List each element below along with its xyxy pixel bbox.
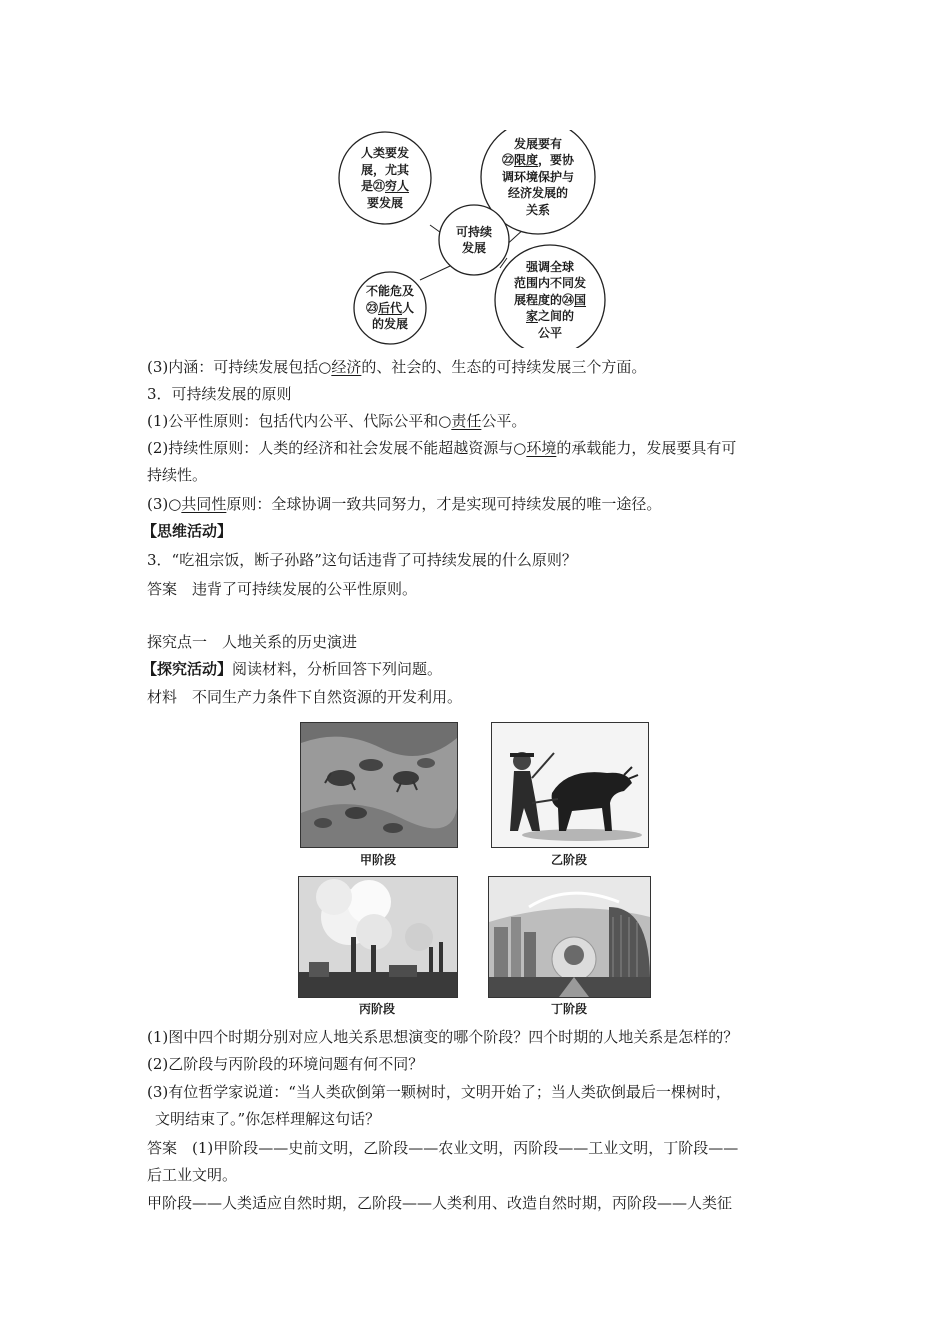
question-3a: (3)有位哲学家说道：“当人类砍倒第一颗树时，文明开始了；当人类砍倒最后一棵树时， [147, 1083, 731, 1101]
answer-23: 后代 [377, 300, 402, 315]
paragraph-fairness: (1)公平性原则：包括代内公平、代际公平和○责任公平。 [147, 412, 527, 430]
bubble-text: 要发展 [366, 195, 403, 210]
answer-24: 国 家 [525, 292, 587, 324]
sustainable-development-diagram [330, 130, 620, 348]
bubble-text: 发展要有 ㉒ [501, 136, 562, 168]
paragraph-connotation: (3)内涵：可持续发展包括○经济的、社会的、生态的可持续发展三个方面。 [147, 358, 647, 376]
question-2: (2)乙阶段与丙阶段的环境问题有何不同？ [147, 1055, 424, 1073]
bubble-bottom-right [498, 255, 602, 345]
bubble-top-right [485, 132, 591, 222]
bubble-text: 人类要发 展，尤其 是㉑ [360, 146, 409, 193]
answer-responsibility: 责任 [451, 412, 482, 430]
answer-1-line2: 后工业文明。 [147, 1166, 238, 1184]
question-1: (1)图中四个时期分别对应人地关系思想演变的哪个阶段？四个时期的人地关系是怎样的？ [147, 1028, 739, 1046]
caption-yi: 乙阶段 [550, 853, 587, 867]
paragraph-sustainability-cont: 持续性。 [147, 466, 208, 484]
caption-jia: 甲阶段 [359, 853, 396, 867]
section-heading-principles: 3．可持续发展的原则 [147, 385, 292, 403]
answer-economy: 经济 [331, 358, 362, 376]
answer-3: 答案 违背了可持续发展的公平性原则。 [147, 580, 418, 598]
exploration-activity: 【探究活动】阅读材料，分析回答下列问题。 [142, 660, 443, 678]
caption-bing: 丙阶段 [358, 1002, 395, 1016]
answer-21: 穷人 [385, 179, 410, 193]
answer-commonality: 共同性 [181, 495, 227, 513]
center-label: 可持续 发展 [455, 224, 492, 255]
bubble-text: 不能危及 ㉓ [365, 284, 414, 315]
bubble-top-left [345, 138, 425, 218]
answer-22: 限度 [513, 153, 538, 168]
material-caption: 材料 不同生产力条件下自然资源的开发利用。 [147, 688, 463, 706]
image-factory-smoke [298, 876, 458, 998]
question-3: 3．“吃祖宗饭，断子孙路”这句话违背了可持续发展的什么原则？ [147, 551, 577, 569]
bubble-text: 人 的发展 [371, 300, 415, 332]
bubble-bottom-left [358, 278, 422, 338]
paragraph-sustainability: (2)持续性原则：人类的经济和社会发展不能超越资源与○环境的承载能力，发展要具有可 [147, 439, 737, 457]
bubble-text: 之间的 公平 [537, 309, 575, 340]
image-cave-painting [300, 722, 458, 848]
answer-1-line3: 甲阶段——人类适应自然时期，乙阶段——人类利用、改造自然时期，丙阶段——人类征 [147, 1194, 733, 1212]
answer-1-line1: 答案 (1)甲阶段——史前文明，乙阶段——农业文明，丙阶段——工业文明，丁阶段—— [147, 1139, 739, 1157]
bubble-text: ，要协 调环境保护与 经济发展的 关系 [501, 153, 575, 217]
image-modern-city [488, 876, 651, 998]
bubble-text: 强调全球 范围内不同发 展程度的㉔ [513, 259, 586, 307]
caption-ding: 丁阶段 [550, 1002, 587, 1016]
bubble-center [444, 218, 504, 262]
question-3b: 文明结束了。”你怎样理解这句话？ [155, 1110, 381, 1128]
image-farmer-ox [491, 722, 649, 848]
answer-environment: 环境 [526, 439, 557, 457]
thinking-activity-heading: 【思维活动】 [142, 522, 233, 540]
paragraph-commonality: (3)○共同性原则：全球协调一致共同努力，才是实现可持续发展的唯一途径。 [147, 495, 662, 513]
exploration-point-title: 探究点一 人地关系的历史演进 [147, 633, 358, 651]
